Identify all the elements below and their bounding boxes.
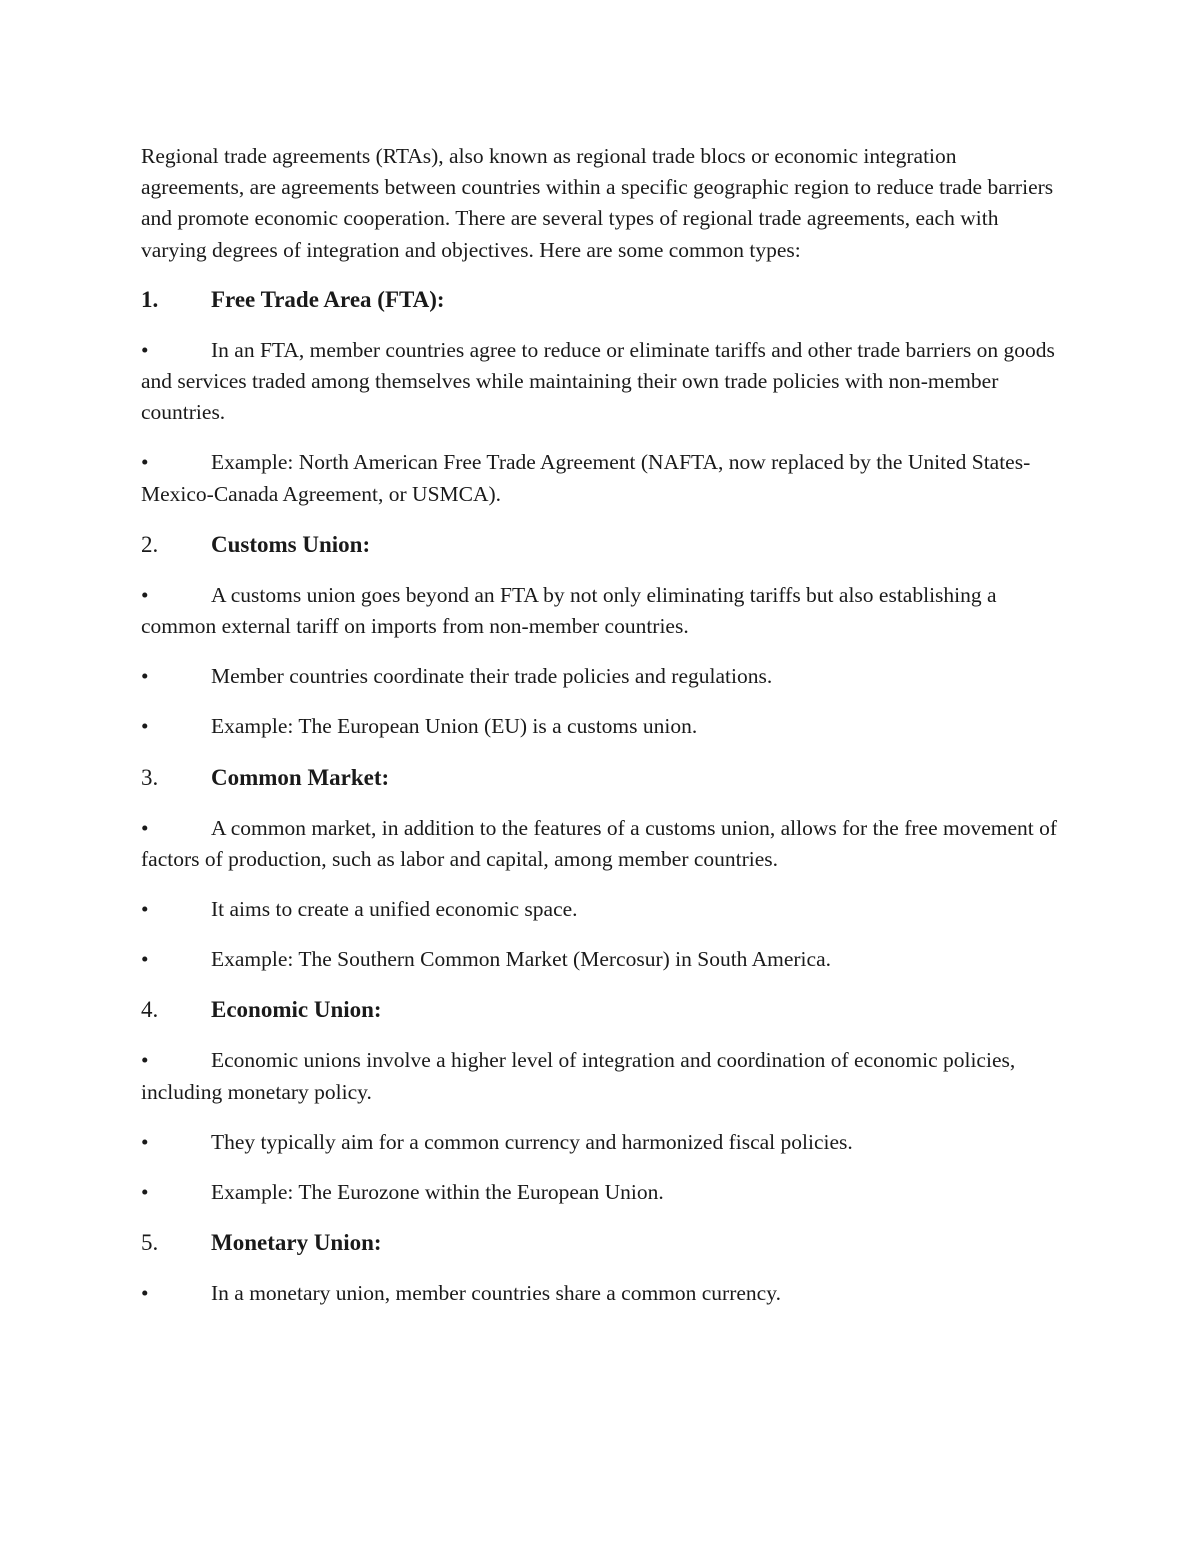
section-monetary-union xyxy=(141,1227,1061,1309)
bullet-item xyxy=(141,1127,1061,1158)
section-number: 5. xyxy=(141,1230,159,1256)
section-heading xyxy=(141,284,1061,316)
section-number: 1. xyxy=(141,286,159,312)
bullet-item xyxy=(141,1177,1061,1208)
bullet-item xyxy=(141,944,1061,975)
bullet-item xyxy=(141,335,1061,429)
bullet-text: A customs union goes beyond an FTA by not only eliminating tariffs but also establishing a common external tariff on imports from non-member countries. xyxy=(141,582,997,639)
intro-paragraph: Regional trade agreements (RTAs), also known as regional trade blocs or economic integration agreements, are agreements between countries within a specific geographic region to reduce trade barriers and promote economic cooperation. There are several types of regional trade agreements, each with varying degrees of integration and objectives. Here are some common types: xyxy=(141,144,1054,262)
bullet-text: Example: The European Union (EU) is a customs union. xyxy=(211,714,698,739)
document-page xyxy=(141,141,1061,1328)
bullet-text: It aims to create a unified economic space. xyxy=(211,897,578,922)
bullet-text: In an FTA, member countries agree to reduce or eliminate tariffs and other trade barriers on goods and services traded among themselves while maintaining their own trade policies with non-member countries. xyxy=(141,337,1055,425)
bullet-text: Economic unions involve a higher level of integration and coordination of economic policies, including monetary policy. xyxy=(141,1048,1016,1104)
bullet-icon: • xyxy=(141,815,149,840)
bullet-item xyxy=(141,580,1061,642)
bullet-icon: • xyxy=(141,714,149,739)
section-title: Free Trade Area (FTA): xyxy=(211,286,445,312)
bullet-text: A common market, in addition to the features of a customs union, allows for the free movement of factors of production, such as labor and capital, among member countries. xyxy=(141,815,1058,871)
bullet-item xyxy=(141,711,1061,742)
bullet-item xyxy=(141,813,1061,875)
section-heading xyxy=(141,1227,1061,1259)
bullet-item xyxy=(141,1278,1061,1309)
bullet-icon: • xyxy=(141,1048,149,1073)
section-title: Economic Union: xyxy=(211,997,382,1023)
bullet-item xyxy=(141,894,1061,925)
section-heading xyxy=(141,529,1061,561)
section-number: 3. xyxy=(141,764,159,790)
bullet-icon: • xyxy=(141,1180,149,1205)
section-customs-union xyxy=(141,529,1061,743)
section-common-market xyxy=(141,762,1061,976)
bullet-item xyxy=(141,1045,1061,1107)
section-title: Monetary Union: xyxy=(211,1230,382,1256)
bullet-icon: • xyxy=(141,897,149,922)
bullet-icon: • xyxy=(141,947,149,972)
section-title: Common Market: xyxy=(211,764,390,790)
bullet-text: They typically aim for a common currency and harmonized fiscal policies. xyxy=(211,1129,853,1154)
bullet-icon: • xyxy=(141,664,149,689)
bullet-icon: • xyxy=(141,582,149,607)
bullet-icon: • xyxy=(141,337,149,362)
bullet-icon: • xyxy=(141,1129,149,1154)
bullet-item xyxy=(141,661,1061,692)
section-heading xyxy=(141,762,1061,794)
bullet-text: Example: North American Free Trade Agreement (NAFTA, now replaced by the United States-Mexico-Canada Agreement, or USMCA). xyxy=(141,450,1031,506)
section-economic-union xyxy=(141,994,1061,1208)
bullet-text: Example: The Eurozone within the European Union. xyxy=(211,1180,664,1205)
bullet-icon: • xyxy=(141,450,149,475)
section-number: 2. xyxy=(141,531,159,557)
section-title: Customs Union: xyxy=(211,531,371,557)
section-number: 4. xyxy=(141,997,159,1023)
bullet-text: Example: The Southern Common Market (Mercosur) in South America. xyxy=(211,947,831,972)
bullet-text: In a monetary union, member countries share a common currency. xyxy=(211,1281,781,1306)
bullet-icon: • xyxy=(141,1281,149,1306)
section-free-trade-area xyxy=(141,284,1061,510)
bullet-item xyxy=(141,447,1061,509)
bullet-text: Member countries coordinate their trade policies and regulations. xyxy=(211,664,773,689)
section-heading xyxy=(141,994,1061,1026)
